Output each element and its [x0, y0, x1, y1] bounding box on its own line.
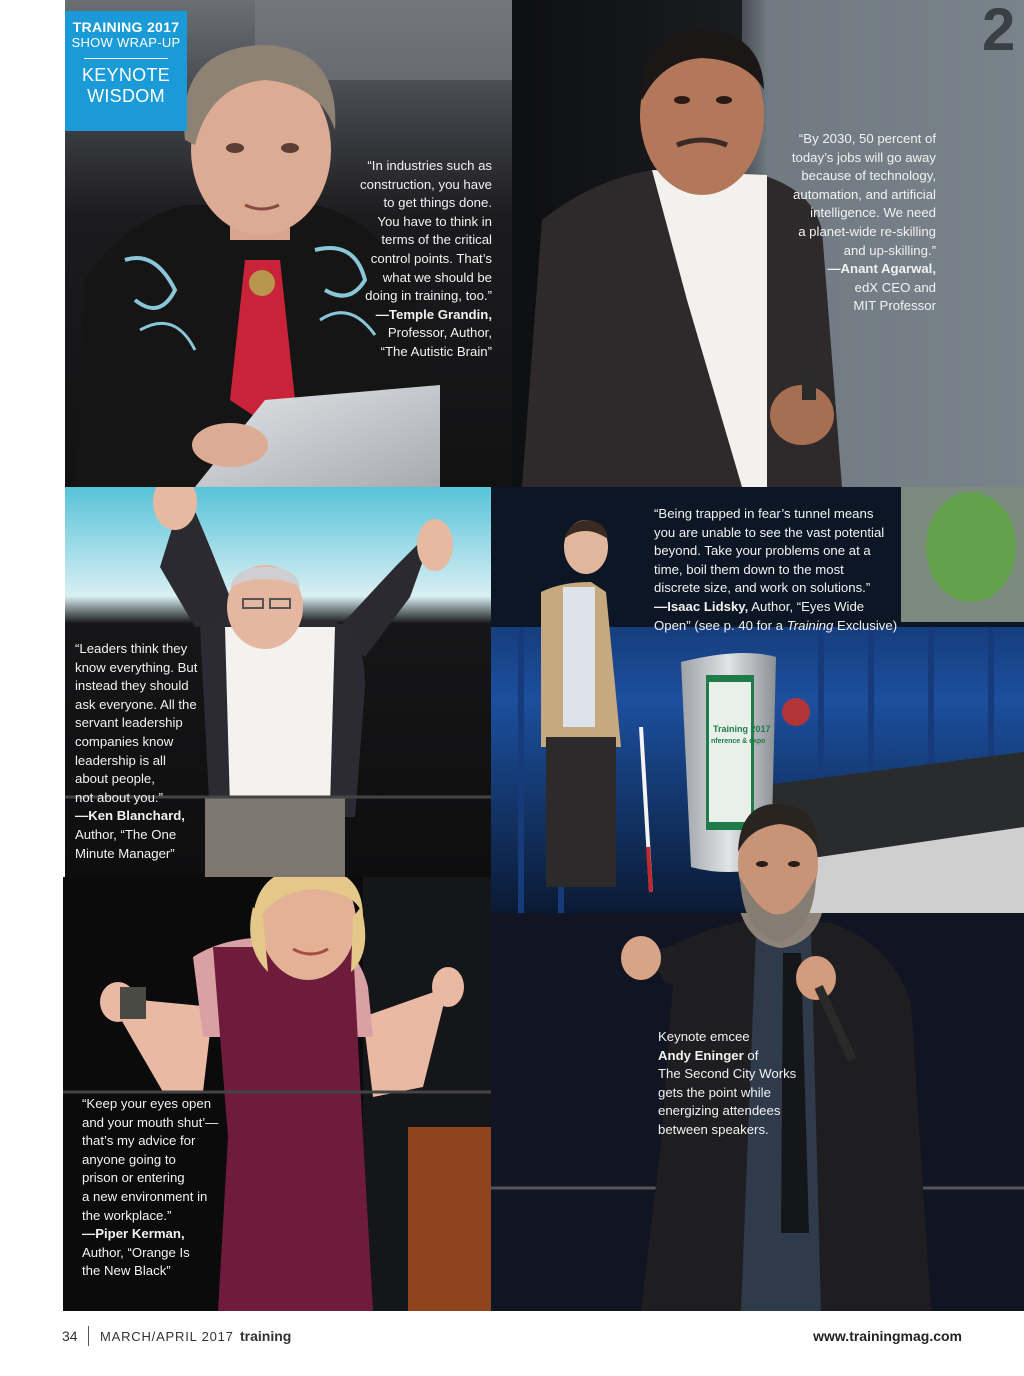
quote-attribution-role: edX CEO and: [854, 279, 936, 295]
quote-line: anyone going to: [82, 1151, 176, 1167]
quote-attribution-role: MIT Professor: [853, 298, 936, 314]
quote-line: instead they should: [75, 678, 189, 694]
caption-andy-eninger: [658, 1028, 858, 1140]
quote-line: ask everyone. All the: [75, 696, 197, 712]
quote-line: and your mouth shut’—: [82, 1114, 219, 1130]
quote-line: because of technology,: [801, 168, 936, 184]
quote-line: “In industries such as: [367, 158, 492, 173]
quote-line: you are unable to see the vast potential: [654, 524, 885, 540]
caption-name: Andy Eninger: [658, 1047, 744, 1063]
website-url: www.trainingmag.com: [813, 1328, 962, 1344]
quote-line: about people,: [75, 771, 155, 787]
quote-attribution-role: “The Autistic Brain”: [380, 343, 492, 359]
tag-event: TRAINING 2017: [72, 19, 180, 35]
tag-subtitle: SHOW WRAP-UP: [71, 35, 181, 50]
quote-attribution-role-cont: Open” (see p. 40 for a Training Exclusive): [654, 617, 898, 633]
footer-divider: [88, 1326, 89, 1346]
svg-text:2: 2: [982, 0, 1016, 63]
quote-attribution-role: Minute Manager”: [75, 845, 175, 861]
quote-line: discrete size, and work on solutions.”: [654, 580, 871, 596]
quote-temple-grandin: [300, 157, 492, 362]
quote-line: You have to think in: [377, 213, 492, 229]
quote-line: terms of the critical: [381, 232, 492, 248]
quote-attribution-role: the New Black”: [82, 1263, 171, 1279]
quote-ken-blanchard: [75, 640, 245, 863]
quote-piper-kerman: [82, 1095, 262, 1281]
quote-line: beyond. Take your problems one at a: [654, 543, 871, 559]
quote-line: control points. That’s: [370, 250, 492, 266]
caption-line: gets the point while: [658, 1084, 771, 1100]
podium-screen-subtitle: nference & expo: [711, 738, 766, 745]
quote-line: and up-skilling.”: [843, 242, 936, 258]
quote-attribution-name: —Ken Blanchard,: [75, 808, 185, 824]
caption-name-line: Andy Eninger of: [658, 1047, 759, 1063]
caption-line: energizing attendees: [658, 1103, 781, 1119]
caption-line: Keynote emcee: [658, 1029, 750, 1044]
quote-isaac-lidsky: [654, 505, 924, 635]
quote-line: servant leadership: [75, 715, 183, 731]
quote-line: “Keep your eyes open: [82, 1096, 212, 1111]
quote-line: leadership is all: [75, 752, 166, 768]
quote-attribution-role: Professor, Author,: [387, 325, 492, 341]
page-number: 34: [62, 1328, 78, 1344]
quote-line: time, boil them down to the most: [654, 561, 844, 577]
caption-line: The Second City Works: [658, 1066, 797, 1082]
tag-divider: [84, 58, 168, 59]
quote-line: know everything. But: [75, 659, 198, 675]
quote-line: a planet-wide re-skilling: [798, 223, 936, 239]
issue-date: MARCH/APRIL 2017: [100, 1329, 234, 1344]
quote-line: “By 2030, 50 percent of: [798, 131, 936, 146]
quote-line: the workplace.”: [82, 1207, 172, 1223]
caption-line: between speakers.: [658, 1121, 769, 1137]
quote-line: that’s my advice for: [82, 1133, 196, 1149]
quote-attribution-name: —Anant Agarwal,: [827, 261, 936, 277]
page-footer: [62, 1328, 962, 1350]
tag-title-line1: KEYNOTE: [81, 65, 171, 85]
quote-line: intelligence. We need: [810, 205, 936, 221]
quote-attribution-name: —Piper Kerman,: [82, 1226, 185, 1242]
quote-line: to get things done.: [383, 195, 492, 211]
quote-attribution: [654, 598, 924, 617]
quote-line: doing in training, too.”: [365, 288, 492, 304]
quote-attribution-role: Author, “Eyes Wide: [748, 598, 865, 614]
quote-attribution-name: —Isaac Lidsky,: [654, 598, 749, 614]
podium-screen-title: Training 2017: [713, 724, 771, 734]
quote-line: construction, you have: [360, 176, 492, 192]
quote-line: “Being trapped in fear’s tunnel means: [654, 506, 874, 521]
quote-attribution-role: Author, “Orange Is: [82, 1244, 190, 1260]
quote-line: a new environment in: [82, 1188, 208, 1204]
andy-eninger-head: [730, 802, 826, 952]
magazine-name: training: [240, 1328, 292, 1344]
andy-eninger-face-illustration: [730, 802, 826, 952]
quote-line: companies know: [75, 733, 174, 749]
quote-line: today’s jobs will go away: [791, 149, 936, 165]
quote-line: prison or entering: [82, 1170, 185, 1186]
quote-line: what we should be: [382, 269, 492, 285]
quote-line: automation, and artificial: [793, 186, 936, 202]
quote-attribution-role: Author, “The One: [75, 826, 177, 842]
magazine-italic: Training: [786, 617, 834, 633]
quote-attribution-name: —Temple Grandin,: [375, 306, 492, 322]
quote-line: “Leaders think they: [75, 641, 188, 656]
quote-anant-agarwal: [740, 130, 936, 316]
tag-title-line2: WISDOM: [87, 86, 165, 106]
section-tag: [65, 11, 187, 131]
quote-line: not about you.”: [75, 789, 163, 805]
